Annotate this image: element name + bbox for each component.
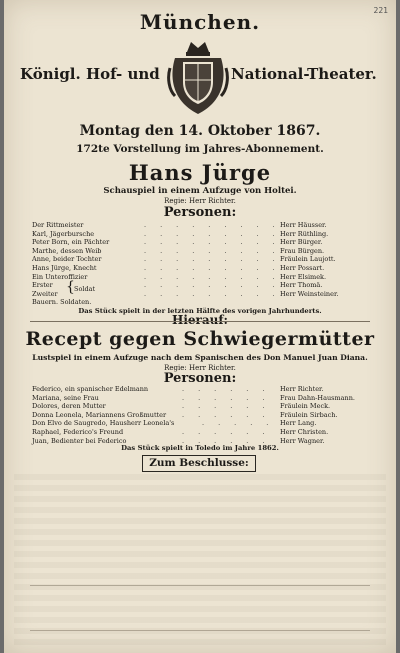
cast-role: Ein Unteroffizier <box>32 272 88 281</box>
play2-regie: Regie: Herr Richter. <box>164 364 236 372</box>
cast-actor: Herr Possart. <box>280 263 325 272</box>
cast-row: Karl, Jägerbursche ......... Herr Rüthling. <box>32 229 329 238</box>
cast-actor: Herr Thomä. <box>280 281 323 290</box>
cast-row: Juan, Bedienter bei Federico ...... Herr Wagner. <box>32 436 325 445</box>
cast-role: Federico, ein spanischer Edelmann <box>32 385 149 393</box>
play1-title: Hans Jürge <box>128 160 272 185</box>
cast-role: Donna Leonela, Mariannens Großmutter <box>32 410 167 419</box>
play1-personen-heading: Personen: <box>163 205 237 220</box>
cast-actor: Herr Weinsteiner. <box>280 289 339 298</box>
cast-actor: Fräulein Laujott. <box>280 255 336 264</box>
cast-actor: Herr Elsimek. <box>280 272 327 281</box>
cast-role: Karl, Jägerbursche <box>32 229 95 238</box>
cast-row: Hans Jürge, Knecht ......... Herr Possart. <box>32 263 325 272</box>
cast-role: Dolores, deren Mutter <box>32 402 106 411</box>
cast-role: Hans Jürge, Knecht <box>32 263 97 272</box>
cast-actor: Herr Rüthling. <box>280 229 329 238</box>
faded-title <box>4 478 396 498</box>
cast-actor: Fräulein Sirbach. <box>280 410 338 419</box>
cast-role: Der Rittmeister <box>32 221 84 229</box>
cast-row: Erster { Soldat ......... Herr Thomä. <box>32 279 323 296</box>
cast-role: Peter Born, ein Pächter <box>32 238 110 247</box>
cast-role: Don Elvo de Saugredo, Hausherr Leonela's <box>32 419 175 428</box>
performance-number: 172te Vorstellung im Jahres-Abonnement. <box>76 143 324 155</box>
play2-personen-heading: Personen: <box>163 371 237 386</box>
cast-row: Zweiter ......... Herr Weinsteiner. <box>32 289 339 298</box>
theatre-name-left: Königl. Hof- und <box>20 65 160 83</box>
soldat-label: Soldat <box>74 285 96 294</box>
cast-role: Raphael, Federico's Freund <box>32 427 124 436</box>
zum-beschlusse-box: Zum Beschlusse: <box>142 455 256 472</box>
play1-subtitle: Schauspiel in einem Aufzuge von Holtei. <box>103 186 297 196</box>
divider <box>30 585 370 586</box>
cast-row: Donna Leonela, Mariannens Großmutter ...... Fräulein Sirbach. <box>32 410 338 419</box>
cast-row: Don Elvo de Saugredo, Hausherr Leonela's ..... Herr Lang. <box>32 419 317 428</box>
performance-date: Montag den 14. Oktober 1867. <box>79 123 321 139</box>
cast-actor: Herr Wagner. <box>280 436 325 445</box>
cast-role: Mariana, seine Frau <box>32 393 99 402</box>
cast-row: Der Rittmeister ......... Herr Häusser. <box>32 221 327 229</box>
cast-row: Peter Born, ein Pächter ......... Herr Bürger. <box>32 238 323 247</box>
cast-row: Federico, ein spanischer Edelmann ...... Herr Richter. <box>32 385 324 393</box>
play2-cast-list <box>32 385 362 445</box>
cast-role: Juan, Bedienter bei Federico <box>32 436 127 445</box>
cast-role: Anne, beider Tochter <box>32 255 102 264</box>
cast-row <box>32 298 362 307</box>
cast-actor: Herr Christen. <box>280 427 329 436</box>
playbill-sheet <box>4 0 396 653</box>
hierauf-heading: Hierauf: <box>172 313 228 327</box>
faded-lower-section <box>14 474 386 649</box>
cast-actor: Frau Bürgen. <box>280 246 325 255</box>
cast-row: Marthe, dessen Weib ......... Frau Bürgen. <box>32 246 325 255</box>
play1-note: Das Stück spielt in der letzten Hälfte des vorigen Jahrhunderts. <box>78 307 322 315</box>
divider <box>30 630 370 631</box>
cast-role: Bauern. Soldaten. <box>32 298 92 307</box>
cast-actor: Herr Lang. <box>280 419 317 428</box>
cast-role: Zweiter <box>32 289 58 298</box>
play1-regie: Regie: Herr Richter. <box>164 197 236 205</box>
play2-title: Recept gegen Schwiegermütter <box>25 328 375 350</box>
play2-note: Das Stück spielt in Toledo im Jahre 1862. <box>121 444 279 452</box>
cast-role: Erster <box>32 281 53 290</box>
cast-role: Marthe, dessen Weib <box>32 246 102 255</box>
cast-row: Mariana, seine Frau ...... Frau Dahn-Hausmann. <box>32 393 355 402</box>
cast-actor: Herr Bürger. <box>280 238 323 247</box>
play1-cast-list <box>32 221 362 307</box>
cast-row: Ein Unteroffizier ......... Herr Elsimek. <box>32 272 327 281</box>
cast-actor: Fräulein Meck. <box>280 402 331 411</box>
cast-row: Anne, beider Tochter ......... Fräulein Laujott. <box>32 255 336 264</box>
royal-crest-icon <box>167 38 229 118</box>
cast-actor: Herr Richter. <box>280 385 324 393</box>
cast-row: Dolores, deren Mutter ...... Fräulein Meck. <box>32 402 331 411</box>
play2-subtitle: Lustspiel in einem Aufzuge nach dem Spanischen des Don Manuel Juan Diana. <box>32 353 368 362</box>
divider <box>30 321 370 322</box>
page-number: 221 <box>373 6 388 15</box>
theatre-name-right: National-Theater. <box>231 65 377 83</box>
cast-row: Raphael, Federico's Freund ...... Herr Christen. <box>32 427 329 436</box>
city-heading: München. <box>139 10 261 34</box>
cast-actor: Herr Häusser. <box>280 221 327 229</box>
cast-actor: Frau Dahn-Hausmann. <box>280 393 355 402</box>
